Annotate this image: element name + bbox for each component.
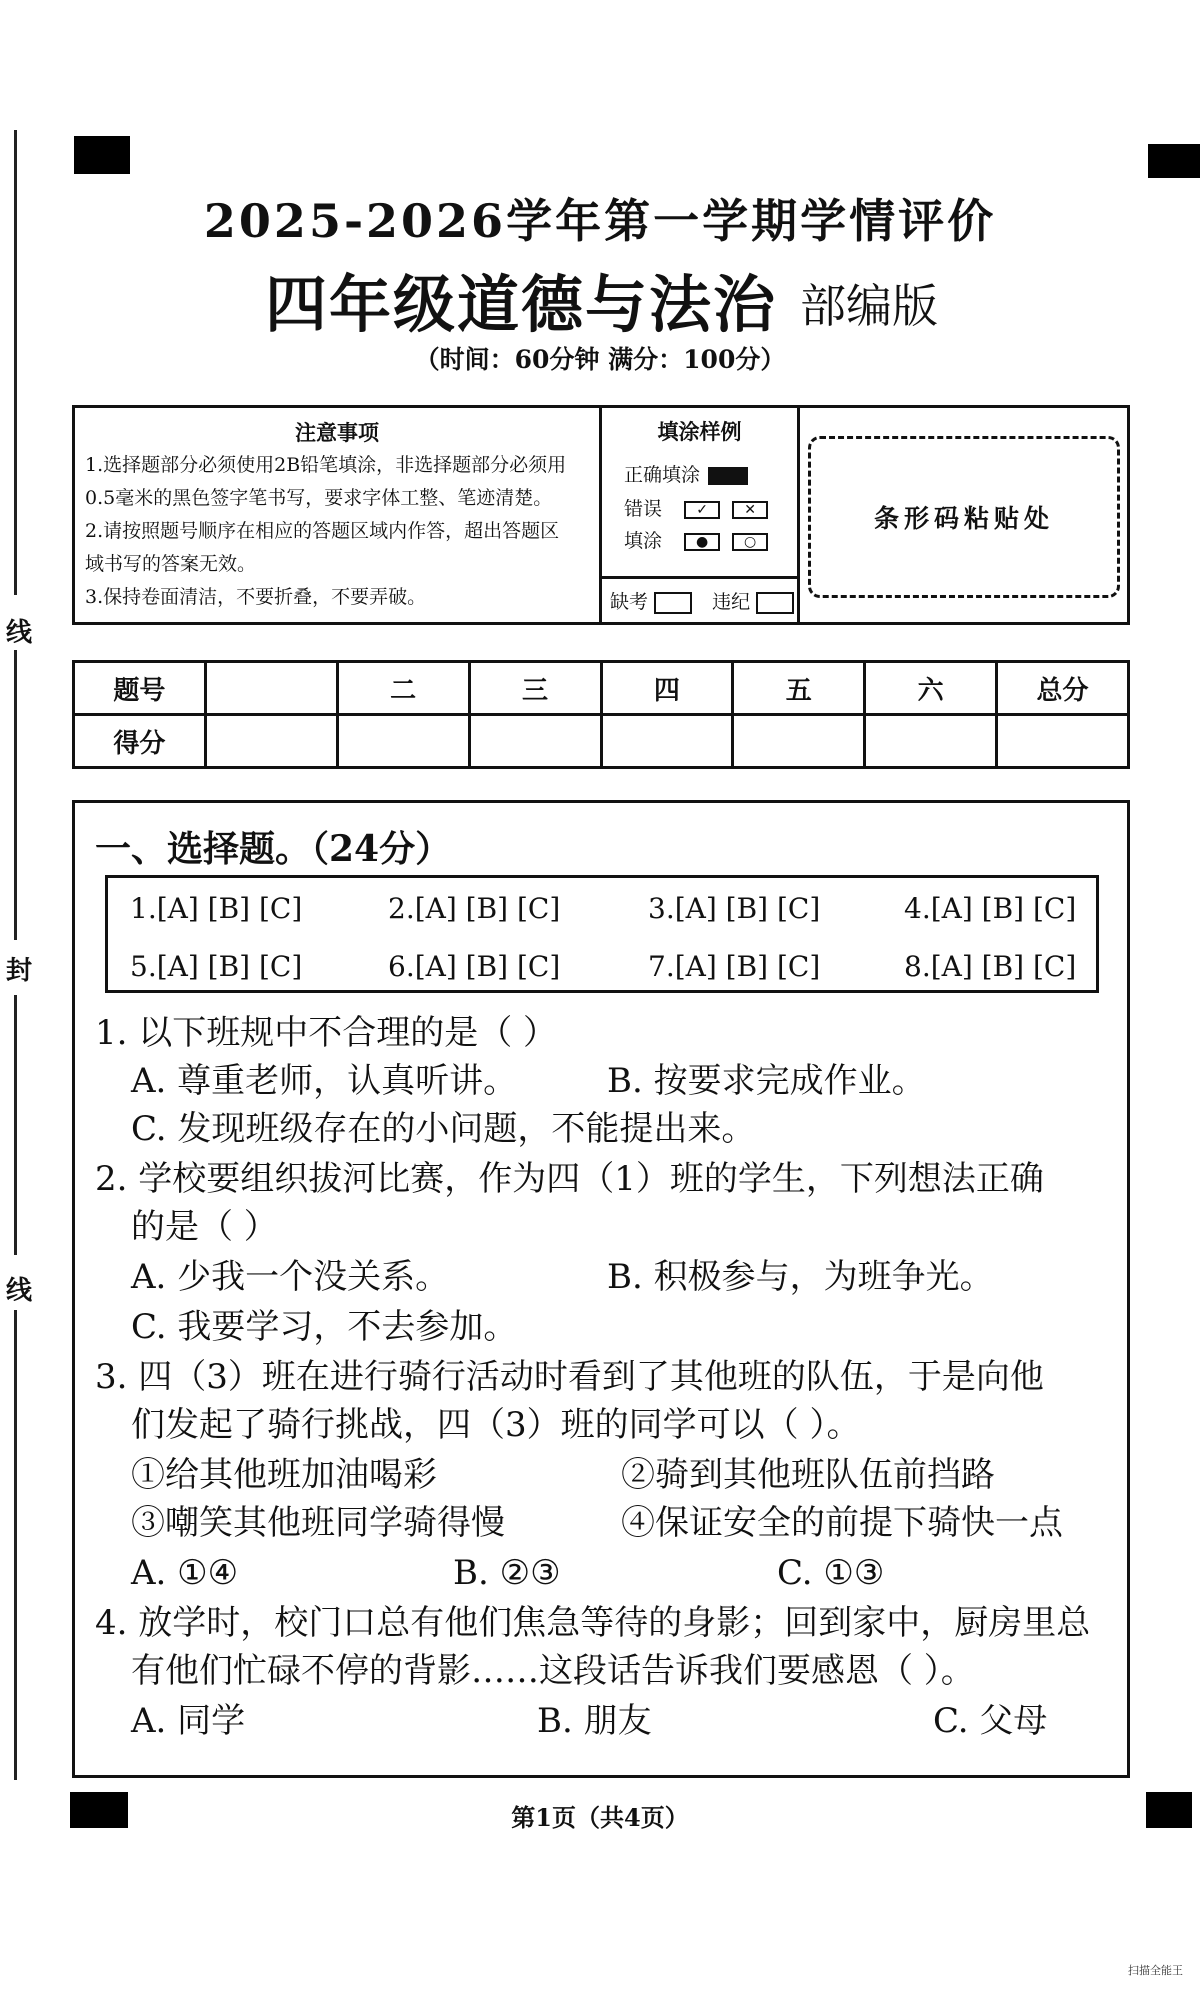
answer-choice-5[interactable]: 5.[A] [B] [C] xyxy=(130,950,303,983)
circle-mark-icon: ○ xyxy=(732,533,768,551)
correct-fill-label: 正确填涂 xyxy=(624,464,701,486)
score-cell[interactable] xyxy=(733,715,865,768)
column-header: 四 xyxy=(601,662,733,715)
question-3-item-4: ④保证安全的前提下骑快一点 xyxy=(621,1503,1063,1543)
registration-marker-top-right xyxy=(1148,144,1200,178)
notice-line: 3.保持卷面清洁，不要折叠，不要弄破。 xyxy=(85,586,427,608)
notice-panel xyxy=(75,408,602,622)
registration-marker-top-left xyxy=(74,136,130,174)
column-header: 总分 xyxy=(997,662,1129,715)
question-3-item-1: ①给其他班加油喝彩 xyxy=(131,1455,437,1495)
dot-mark-icon: ● xyxy=(684,533,720,551)
question-1-option-a: A. 尊重老师，认真听讲。 xyxy=(131,1061,518,1101)
notice-line: 1.选择题部分必须使用2B铅笔填涂，非选择题部分必须用 xyxy=(85,454,567,476)
question-1-option-b: B. 按要求完成作业。 xyxy=(607,1061,926,1101)
answer-choice-2[interactable]: 2.[A] [B] [C] xyxy=(388,892,561,925)
column-header: 二 xyxy=(337,662,469,715)
page-number: 第1页（共4页） xyxy=(511,1803,689,1832)
score-cell[interactable] xyxy=(865,715,997,768)
question-3-option-a: A. ①④ xyxy=(131,1553,239,1593)
score-cell[interactable] xyxy=(337,715,469,768)
question-4-stem-cont: 有他们忙碌不停的背影……这段话告诉我们要感恩（ ）。 xyxy=(131,1651,975,1691)
answer-choice-4[interactable]: 4.[A] [B] [C] xyxy=(904,892,1077,925)
question-4-option-b: B. 朋友 xyxy=(537,1701,652,1741)
violation-checkbox[interactable] xyxy=(756,592,794,614)
question-3-item-2: ②骑到其他班队伍前挡路 xyxy=(621,1455,995,1495)
question-4-option-a: A. 同学 xyxy=(131,1701,246,1741)
column-header: 五 xyxy=(733,662,865,715)
barcode-area: 条形码粘贴处 xyxy=(808,436,1120,598)
fill-sample-title: 填涂样例 xyxy=(657,419,742,444)
binding-line-4 xyxy=(14,1310,17,1780)
check-mark-icon: ✓ xyxy=(684,501,720,519)
exam-title: 2025-2026学年第一学期学情评价 xyxy=(203,194,997,248)
violation-label: 违纪 xyxy=(712,591,751,613)
section-1-title: 一、选择题。（24分） xyxy=(95,828,452,870)
table-row xyxy=(74,715,1129,768)
subject-title: 四年级道德与法治 xyxy=(265,268,778,341)
column-header: 六 xyxy=(865,662,997,715)
filled-mark-icon xyxy=(708,467,748,485)
question-2-stem-cont: 的是（ ） xyxy=(131,1207,278,1247)
wrong-fill-row-1 xyxy=(624,494,768,521)
answer-choice-3[interactable]: 3.[A] [B] [C] xyxy=(648,892,821,925)
notice-title: 注意事项 xyxy=(295,420,379,445)
app-watermark: 扫描全能王 xyxy=(1128,1964,1183,1977)
answer-choice-6[interactable]: 6.[A] [B] [C] xyxy=(388,950,561,983)
score-cell[interactable] xyxy=(469,715,601,768)
binding-char-3: 线 xyxy=(6,1276,33,1306)
score-table xyxy=(72,660,1130,769)
question-3-option-c: C. ①③ xyxy=(777,1553,885,1593)
correct-fill-row xyxy=(624,460,748,487)
question-2-option-a: A. 少我一个没关系。 xyxy=(131,1257,450,1297)
question-2-stem: 2. 学校要组织拔河比赛，作为四（1）班的学生，下列想法正确 xyxy=(95,1159,1044,1199)
notice-line: 2.请按照题号顺序在相应的答题区域内作答，超出答题区 xyxy=(85,520,560,542)
question-4-stem: 4. 放学时，校门口总有他们焦急等待的身影；回到家中，厨房里总 xyxy=(95,1603,1091,1643)
wrong-fill-label-1: 错误 xyxy=(624,498,663,520)
notice-line: 域书写的答案无效。 xyxy=(85,553,257,575)
score-cell[interactable] xyxy=(601,715,733,768)
info-box xyxy=(72,405,1130,625)
time-score-info: （时间：60分钟 满分：100分） xyxy=(414,345,786,374)
question-1-stem: 1. 以下班规中不合理的是（ ） xyxy=(95,1013,558,1053)
binding-char-2: 封 xyxy=(6,956,33,986)
answer-sheet xyxy=(105,875,1099,993)
column-header xyxy=(205,662,337,715)
wrong-fill-label-2: 填涂 xyxy=(624,530,663,552)
binding-char-1: 线 xyxy=(6,618,33,648)
column-header: 三 xyxy=(469,662,601,715)
question-3-option-b: B. ②③ xyxy=(453,1553,561,1593)
absent-label: 缺考 xyxy=(610,591,649,613)
notice-line: 0.5毫米的黑色签字笔书写，要求字体工整、笔迹清楚。 xyxy=(85,487,553,509)
cross-mark-icon: ✕ xyxy=(732,501,768,519)
binding-line-3 xyxy=(14,995,17,1255)
question-1-option-c: C. 发现班级存在的小问题，不能提出来。 xyxy=(131,1109,756,1149)
wrong-fill-row-2 xyxy=(624,526,768,553)
question-4-option-c: C. 父母 xyxy=(933,1701,1048,1741)
question-3-item-3: ③嘲笑其他班同学骑得慢 xyxy=(131,1503,505,1543)
edition-label: 部编版 xyxy=(800,279,938,333)
score-cell[interactable] xyxy=(997,715,1129,768)
question-3-stem: 3. 四（3）班在进行骑行活动时看到了其他班的队伍，于是向他 xyxy=(95,1357,1044,1397)
score-cell[interactable] xyxy=(205,715,337,768)
absent-violation-row xyxy=(602,576,797,628)
binding-line-2 xyxy=(14,650,17,940)
score-row-label: 得分 xyxy=(74,715,206,768)
question-3-stem-cont: 们发起了骑行挑战，四（3）班的同学可以（ ）。 xyxy=(131,1405,861,1445)
question-2-option-b: B. 积极参与，为班争光。 xyxy=(607,1257,994,1297)
section-1-box xyxy=(72,800,1130,1778)
answer-choice-8[interactable]: 8.[A] [B] [C] xyxy=(904,950,1077,983)
question-number-header: 题号 xyxy=(74,662,206,715)
answer-choice-7[interactable]: 7.[A] [B] [C] xyxy=(648,950,821,983)
absent-checkbox[interactable] xyxy=(654,592,692,614)
answer-choice-1[interactable]: 1.[A] [B] [C] xyxy=(130,892,303,925)
question-2-option-c: C. 我要学习，不去参加。 xyxy=(131,1307,518,1347)
table-row xyxy=(74,662,1129,715)
fill-sample-panel xyxy=(602,408,800,622)
